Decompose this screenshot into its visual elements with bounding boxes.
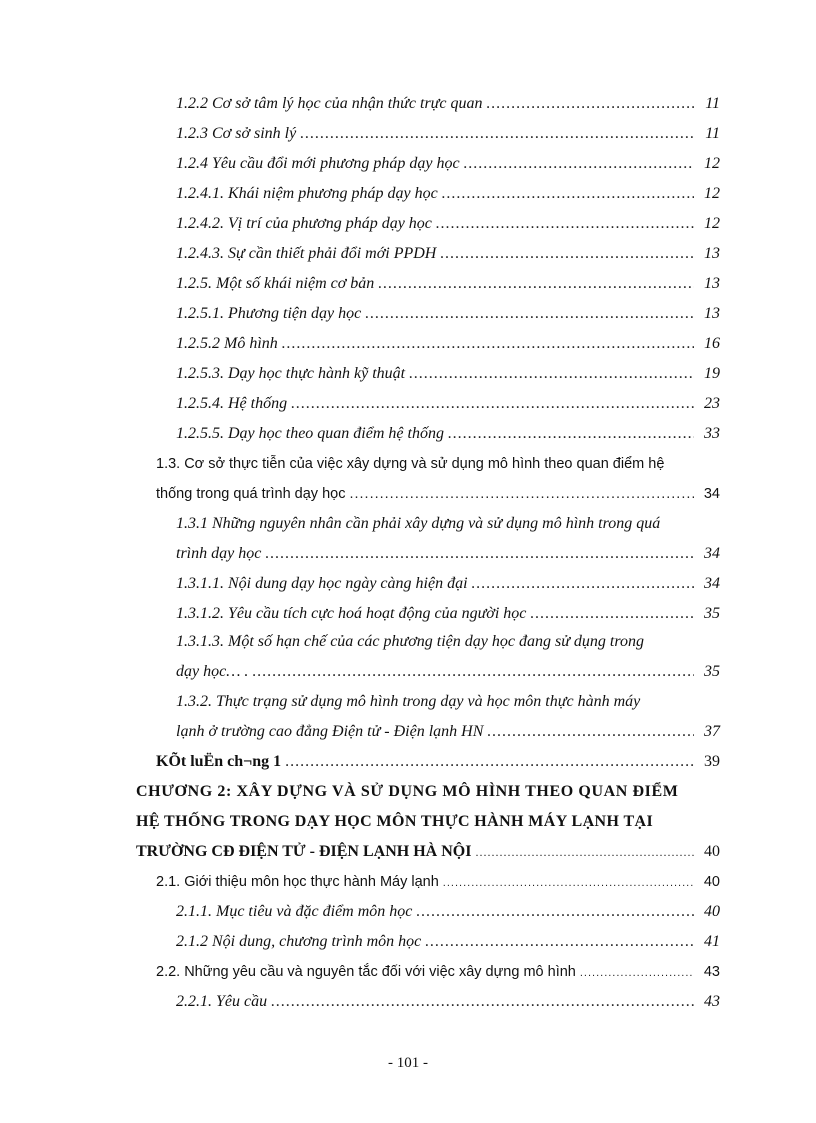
toc-entry-label: 1.3.1.2. Yêu cầu tích cực hoá hoạt động của người học [176, 605, 527, 622]
page-number: - 101 - [388, 1055, 428, 1071]
toc-entry-label: dạy học… . [176, 663, 249, 680]
toc-entry [176, 303, 720, 325]
toc-entry-page: 34 [704, 575, 720, 592]
toc-entry-page: 35 [704, 605, 720, 622]
toc-entry-label: 1.2.4.3. Sự cần thiết phải đổi mới PPDH [176, 245, 437, 262]
toc-entry [176, 273, 720, 295]
toc-entry-page: 33 [704, 425, 720, 442]
toc-entry-page: 13 [704, 305, 720, 322]
leader-dots [436, 213, 694, 235]
leader-dots [440, 243, 694, 265]
toc-entry [156, 961, 720, 984]
chapter-heading-line2: HỆ THỐNG TRONG DẠY HỌC MÔN THỰC HÀNH MÁY LẠNH TẠI [136, 813, 654, 830]
toc-entry [176, 213, 720, 235]
toc-entry-page: 11 [705, 125, 720, 142]
toc-entry-page: 40 [704, 843, 720, 860]
toc-entry [156, 483, 720, 505]
leader-dots [285, 751, 694, 773]
toc-entry-page: 13 [704, 245, 720, 262]
toc-entry [176, 423, 720, 445]
toc-entry [176, 363, 720, 385]
toc-entry [176, 603, 720, 625]
toc-entry-label: 1.2.5.1. Phương tiện dạy học [176, 305, 362, 322]
toc-entry-label: 1.2.5.5. Dạy học theo quan điểm hệ thống [176, 425, 444, 442]
leader-dots [464, 153, 694, 175]
toc-entry-line1: 1.3. Cơ sở thực tiễn của việc xây dựng và sử dụng mô hình theo quan điểm hệ [156, 456, 665, 472]
toc-entry-page: 40 [703, 874, 720, 890]
leader-dots [442, 183, 694, 205]
toc-entry-label: 2.2.1. Yêu cầu [176, 993, 268, 1010]
toc-entry-page: 23 [704, 395, 720, 412]
toc-entry-page: 13 [704, 275, 720, 292]
chapter-heading-line1: CHƯƠNG 2: XÂY DỰNG VÀ SỬ DỤNG MÔ HÌNH THEO QUAN ĐIỂM [136, 783, 679, 800]
leader-dots [475, 841, 694, 863]
toc-entry-label: 1.2.4.2. Vị trí của phương pháp dạy học [176, 215, 432, 232]
toc-entry-line1: 1.3.2. Thực trạng sử dụng mô hình trong dạy và học môn thực hành máy [176, 693, 641, 710]
toc-entry-page: 12 [704, 155, 720, 172]
toc-entry [176, 721, 720, 743]
toc-entry [136, 841, 720, 863]
toc-entry-page: 37 [704, 723, 720, 740]
leader-dots [349, 483, 694, 505]
toc-entry [176, 153, 720, 175]
toc-entry [176, 333, 720, 355]
toc-entry-label: 1.2.5.2 Mô hình [176, 335, 278, 352]
toc-entry-label: 1.2.5. Một số khái niệm cơ bản [176, 275, 375, 292]
leader-dots [448, 423, 694, 445]
toc-entry-page: 12 [704, 185, 720, 202]
toc-entry-page: 11 [705, 95, 720, 112]
leader-dots [365, 303, 694, 325]
toc-entry-page: 43 [704, 993, 720, 1010]
leader-dots [409, 363, 694, 385]
toc-entry [176, 991, 720, 1013]
leader-dots [271, 991, 694, 1013]
toc-entry-page: 19 [704, 365, 720, 382]
toc-entry-label: 1.2.4.1. Khái niệm phương pháp dạy học [176, 185, 438, 202]
leader-dots [265, 543, 694, 565]
leader-dots [378, 273, 694, 295]
toc-entry-page: 39 [704, 753, 720, 770]
leader-dots [282, 333, 694, 355]
toc-entry [176, 573, 720, 595]
toc-entry [176, 93, 720, 115]
toc-entry-label: 1.2.5.4. Hệ thống [176, 395, 288, 412]
toc-entry [176, 183, 720, 205]
toc-entry-label: lạnh ở trường cao đẳng Điện tử - Điện lạnh HN [176, 723, 484, 740]
toc-entry-label: 1.2.5.3. Dạy học thực hành kỹ thuật [176, 365, 406, 382]
toc-entry-label: 1.3.1.1. Nội dung dạy học ngày càng hiện đại [176, 575, 468, 592]
leader-dots [472, 573, 694, 595]
toc-entry [176, 661, 720, 683]
toc-entry [176, 123, 720, 145]
toc-entry-label: 1.2.2 Cơ sở tâm lý học của nhận thức trực quan [176, 95, 483, 112]
toc-entry-label: 2.2. Những yêu cầu và nguyên tắc đối với việc xây dựng mô hình [156, 964, 576, 980]
leader-dots [300, 123, 694, 145]
toc-entry-page: 16 [704, 335, 720, 352]
toc-entry-label: 2.1.2 Nội dung, chương trình môn học [176, 933, 422, 950]
toc-entry [176, 901, 720, 923]
toc-entry-page: 41 [704, 933, 720, 950]
leader-dots [425, 931, 694, 953]
leader-dots [487, 93, 695, 115]
leader-dots [291, 393, 694, 415]
leader-dots [580, 962, 694, 984]
toc-entry [176, 243, 720, 265]
toc-entry [176, 543, 720, 565]
leader-dots [530, 603, 694, 625]
chapter-heading-line3: TRƯỜNG CĐ ĐIỆN TỬ - ĐIỆN LẠNH HÀ NỘI [136, 843, 472, 860]
toc-entry-page: 34 [703, 486, 720, 502]
toc-entry-label: 2.1. Giới thiệu môn học thực hành Máy lạnh [156, 874, 439, 890]
toc-entry-line1: 1.3.1 Những nguyên nhân cần phải xây dựng và sử dụng mô hình trong quá [176, 515, 661, 532]
toc-entry [176, 931, 720, 953]
toc-entry-label: 1.2.4 Yêu cầu đổi mới phương pháp dạy học [176, 155, 460, 172]
toc-entry-line1: 1.3.1.3. Một số hạn chế của các phương tiện dạy học đang sử dụng trong [176, 633, 644, 650]
toc-entry-label: 1.2.3 Cơ sở sinh lý [176, 125, 297, 142]
toc-entry-page: 40 [704, 903, 720, 920]
leader-dots [443, 872, 694, 894]
toc-entry-label: thống trong quá trình dạy học [156, 486, 346, 502]
leader-dots [487, 721, 694, 743]
toc-entry-page: 35 [704, 663, 720, 680]
toc-entry-page: 43 [703, 964, 720, 980]
toc-entry [156, 751, 720, 773]
toc-entry-label: 2.1.1. Mục tiêu và đặc điểm môn học [176, 903, 413, 920]
leader-dots [252, 661, 694, 683]
toc-entry-page: 34 [704, 545, 720, 562]
toc-entry-label: trình dạy học [176, 545, 262, 562]
toc-entry-page: 12 [704, 215, 720, 232]
toc-entry [176, 393, 720, 415]
toc-entry [156, 871, 720, 894]
toc-entry-label: KÕt luËn ch¬ng 1 [156, 753, 282, 770]
leader-dots [416, 901, 694, 923]
